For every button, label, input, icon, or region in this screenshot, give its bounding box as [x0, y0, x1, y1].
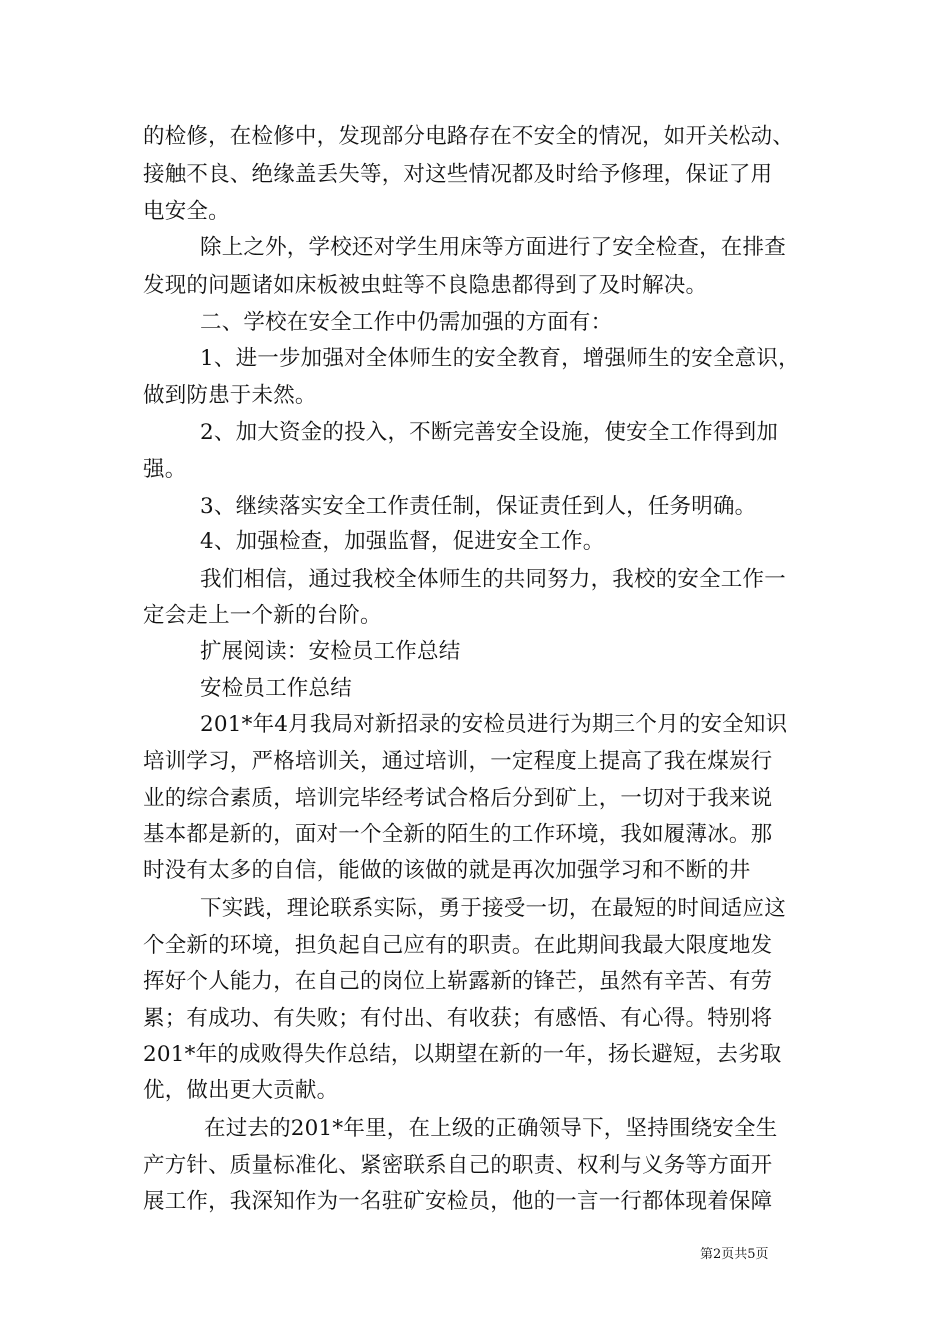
text-line: 的检修，在检修中，发现部分电路存在不安全的情况，如开关松动、: [143, 124, 795, 149]
page-number: 第2页共5页: [700, 1247, 769, 1262]
text-line: 接触不良、绝缘盖丢失等，对这些情况都及时给予修理，保证了用: [143, 162, 773, 187]
list-item: 3、继续落实安全工作责任制，保证责任到人，任务明确。: [200, 494, 757, 519]
list-item: 1、进一步加强对全体师生的安全教育，增强师生的安全意识，: [200, 346, 800, 371]
text-line: 下实践，理论联系实际，勇于接受一切，在最短的时间适应这: [200, 896, 786, 921]
text-line: 时没有太多的自信，能做的该做的就是再次加强学习和不断的井: [143, 858, 751, 883]
text-line: 做到防患于未然。: [143, 383, 317, 408]
text-line: 201*年4月我局对新招录的安检员进行为期三个月的安全知识: [200, 712, 788, 737]
text-line: 培训学习，严格培训关，通过培训，一定程度上提高了我在煤炭行: [143, 749, 773, 774]
text-line: 定会走上一个新的台阶。: [143, 603, 382, 628]
text-line: 挥好个人能力，在自己的岗位上崭露新的锋芒，虽然有辛苦、有劳: [143, 969, 773, 994]
text-line: 产方针、质量标准化、紧密联系自己的职责、权利与义务等方面开: [143, 1153, 773, 1178]
text-line: 201*年的成败得失作总结，以期望在新的一年，扬长避短，去劣取: [143, 1042, 782, 1067]
text-line: 优，做出更大贡献。: [143, 1078, 339, 1103]
text-line: 电安全。: [143, 199, 230, 224]
text-line: 发现的问题诸如床板被虫蛀等不良隐患都得到了及时解决。: [143, 273, 708, 298]
text-line: 我们相信，通过我校全体师生的共同努力，我校的安全工作一: [200, 567, 786, 592]
list-item: 4、加强检查，加强监督，促进安全工作。: [200, 529, 605, 554]
text-line: 累；有成功、有失败；有付出、有收获；有感悟、有心得。特别将: [143, 1006, 773, 1031]
extended-reading-label: 扩展阅读：安检员工作总结: [200, 639, 461, 664]
text-line: 强。: [143, 457, 187, 482]
text-line: 在过去的201*年里，在上级的正确领导下，坚持围绕安全生: [204, 1116, 778, 1141]
text-line: 除上之外，学校还对学生用床等方面进行了安全检查，在排查: [200, 235, 786, 260]
article-title: 安检员工作总结: [200, 676, 352, 701]
text-line: 基本都是新的，面对一个全新的陌生的工作环境，我如履薄冰。那: [143, 822, 773, 847]
section-heading: 二、学校在安全工作中仍需加强的方面有：: [200, 310, 613, 335]
list-item: 2、加大资金的投入，不断完善安全设施，使安全工作得到加: [200, 420, 779, 445]
text-line: 业的综合素质，培训完毕经考试合格后分到矿上，一切对于我来说: [143, 786, 773, 811]
text-line: 个全新的环境，担负起自己应有的职责。在此期间我最大限度地发: [143, 933, 773, 958]
text-line: 展工作，我深知作为一名驻矿安检员，他的一言一行都体现着保障: [143, 1189, 773, 1214]
